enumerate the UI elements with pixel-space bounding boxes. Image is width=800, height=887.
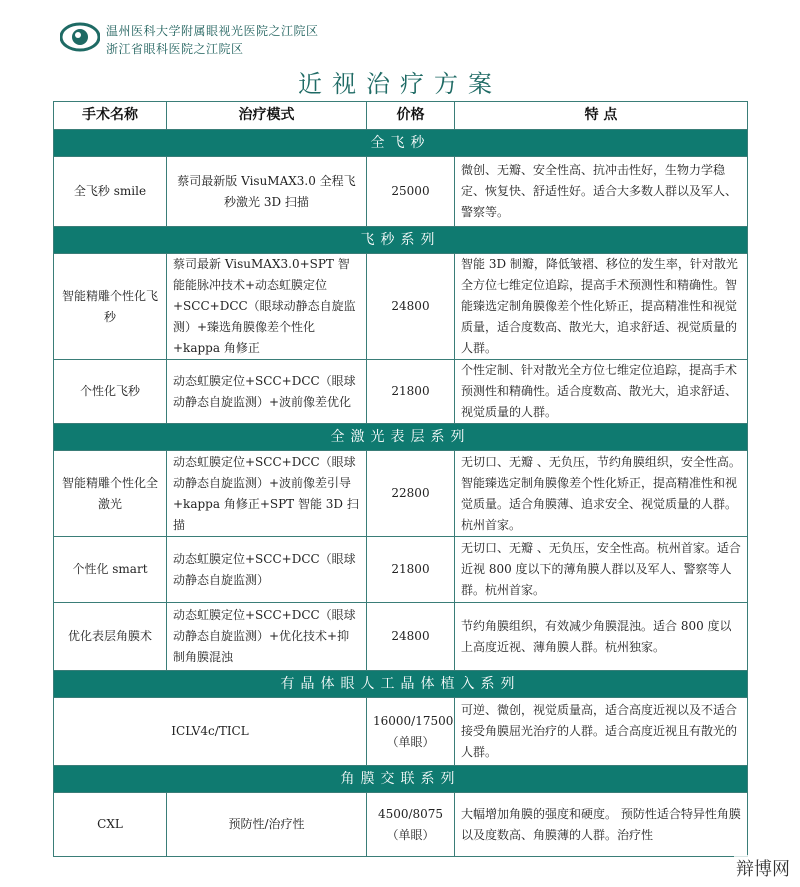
features: 微创、无瓣、安全性高、抗冲击性好，生物力学稳定、恢复快、舒适性好。适合大多数人群以及军人、警察等。 (455, 157, 748, 227)
table-row (54, 603, 748, 671)
table-header-row (54, 102, 748, 130)
price: 25000 (367, 157, 455, 227)
treatment-mode: 动态虹膜定位+SCC+DCC（眼球动静态自旋监测）+波前像差优化 (167, 360, 367, 424)
section-label: 全激光表层系列 (54, 424, 748, 451)
section-label: 有晶体眼人工晶体植入系列 (54, 671, 748, 698)
price: 24800 (367, 603, 455, 671)
treatment-mode: 动态虹膜定位+SCC+DCC（眼球动静态自旋监测）+优化技术+抑制角膜混浊 (167, 603, 367, 671)
features: 智能 3D 制瓣，降低皱褶、移位的发生率，针对散光全方位七维定位追踪，提高手术预测性和精确性。智能臻选定制角膜像差个性化矫正，提高精准性和视觉质量，适合度数高、散光大，追求舒适、视觉质量的人群。 (455, 254, 748, 360)
section-label: 角膜交联系列 (54, 766, 748, 793)
price: 24800 (367, 254, 455, 360)
surgery-name: 优化表层角膜术 (54, 603, 167, 671)
features: 个性定制、针对散光全方位七维定位追踪，提高手术预测性和精确性。适合度数高、散光大，追求舒适、视觉质量的人群。 (455, 360, 748, 424)
features: 可逆、微创，视觉质量高，适合高度近视以及不适合接受角膜屈光治疗的人群。适合高度近视且有散光的人群。 (455, 698, 748, 766)
price: 4500/8075（单眼） (367, 793, 455, 857)
surgery-name: 个性化 smart (54, 537, 167, 603)
section-row-surface-laser (54, 424, 748, 451)
surgery-name: 智能精雕个性化飞秒 (54, 254, 167, 360)
features: 大幅增加角膜的强度和硬度。 预防性适合特异性角膜以及度数高、角膜薄的人群。治疗性 (455, 793, 748, 857)
table-row (54, 537, 748, 603)
hospital-subname: 浙江省眼科医院之江院区 (106, 42, 244, 56)
page-title: 近视治疗方案 (298, 70, 502, 98)
surgery-name: 个性化飞秒 (54, 360, 167, 424)
surgery-name: CXL (54, 793, 167, 857)
surgery-name: 智能精雕个性化全激光 (54, 451, 167, 537)
table-row (54, 698, 748, 766)
section-row-cross-linking (54, 766, 748, 793)
surgery-name: 全飞秒 smile (54, 157, 167, 227)
table-row (54, 157, 748, 227)
surgery-name: ICLV4c/TICL (54, 698, 367, 766)
section-row-femto-series (54, 227, 748, 254)
treatment-mode: 蔡司最新版 VisuMAX3.0 全程飞秒激光 3D 扫描 (167, 157, 367, 227)
header-features: 特 点 (455, 102, 748, 130)
price: 16000/17500（单眼） (367, 698, 455, 766)
table-row (54, 254, 748, 360)
table-row (54, 793, 748, 857)
price: 22800 (367, 451, 455, 537)
section-row-full-femto (54, 130, 748, 157)
features: 节约角膜组织，有效减少角膜混浊。适合 800 度以上高度近视、薄角膜人群。杭州独家。 (455, 603, 748, 671)
header-price: 价格 (367, 102, 455, 130)
page-header (0, 0, 800, 60)
price: 21800 (367, 537, 455, 603)
treatment-mode: 蔡司最新 VisuMAX3.0+SPT 智能能脉冲技术+动态虹膜定位+SCC+DCC（眼球动静态自旋监测）+臻选角膜像差个性化+kappa 角修正 (167, 254, 367, 360)
section-label: 全飞秒 (54, 130, 748, 157)
treatment-table (53, 101, 748, 857)
watermark: 辩博网 (734, 855, 792, 881)
section-row-icl (54, 671, 748, 698)
treatment-mode: 预防性/治疗性 (167, 793, 367, 857)
treatment-mode: 动态虹膜定位+SCC+DCC（眼球动静态自旋监测）+波前像差引导+kappa 角修正+SPT 智能 3D 扫描 (167, 451, 367, 537)
table-row (54, 451, 748, 537)
table-row (54, 360, 748, 424)
features: 无切口、无瓣 、无负压，节约角膜组织，安全性高。智能臻选定制角膜像差个性化矫正，提高精准性和视觉质量。适合角膜薄、追求安全、视觉质量的人群。杭州首家。 (455, 451, 748, 537)
bottom-fade (380, 858, 720, 887)
hospital-logo-icon (60, 20, 100, 54)
hospital-name: 温州医科大学附属眼视光医院之江院区 (106, 24, 319, 38)
features: 无切口、无瓣 、无负压，安全性高。杭州首家。适合近视 800 度以下的薄角膜人群以及军人、警察等人群。杭州首家。 (455, 537, 748, 603)
header-treatment-mode: 治疗模式 (167, 102, 367, 130)
price: 21800 (367, 360, 455, 424)
section-label: 飞秒系列 (54, 227, 748, 254)
treatment-mode: 动态虹膜定位+SCC+DCC（眼球动静态自旋监测） (167, 537, 367, 603)
header-surgery-name: 手术名称 (54, 102, 167, 130)
